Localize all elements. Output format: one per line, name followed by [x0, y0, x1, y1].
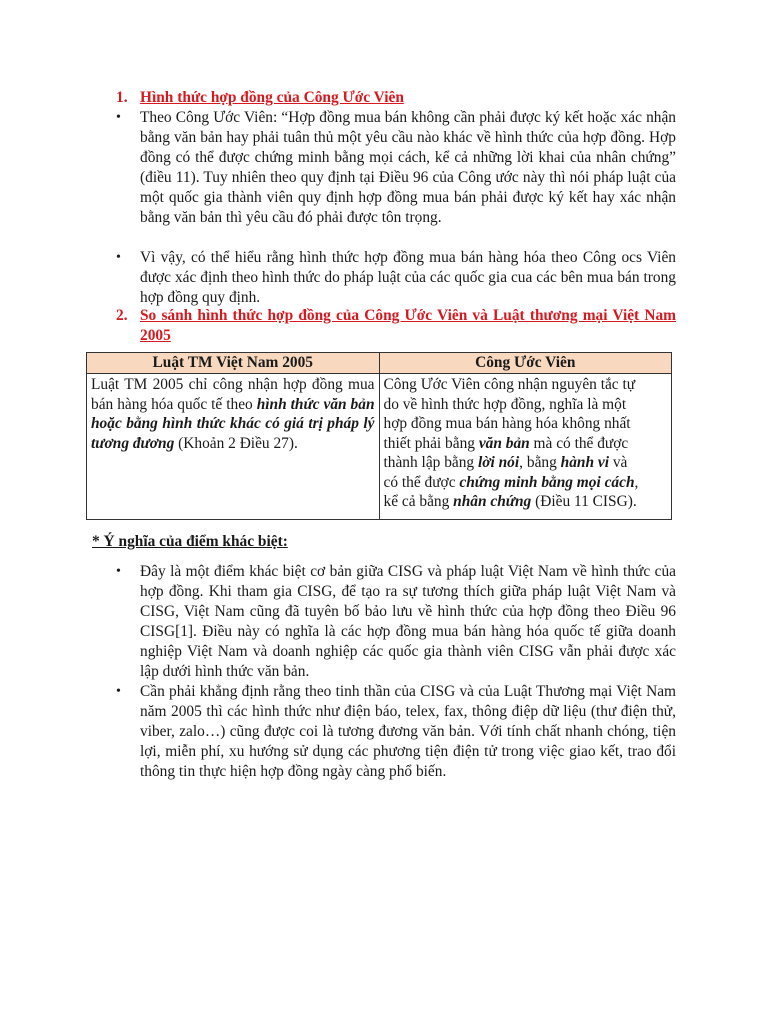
heading-2-text: So sánh hình thức hợp đồng của Công Ước Viên và Luật thương mại Việt Nam 2005 [140, 307, 676, 344]
bullet-text-1: Theo Công Ước Viên: “Hợp đồng mua bán không cần phải được ký kết hoặc xác nhận bằng văn bản hay phải tuân thủ một yêu cầu nào khác về hình thức của hợp đồng. Hợp đồng có thể được chứng minh bằng mọi cách, kể cả những lời khai của nhân chứng” (điều 11). Tuy nhiên theo quy định tại Điều 96 của Công ước này thì nói pháp luật của một quốc gia thành viên quy định hợp đồng mua bán phải được ký kết hay xác nhận bằng văn bản thì yêu cầu đó phải được tôn trọng. [140, 109, 676, 226]
table-cell-vn-law: Luật TM 2005 chỉ công nhận hợp đồng mua bán hàng hóa quốc tế theo hình thức văn bản hoặc bằng hình thức khác có giá trị pháp lý tương đương (Khoản 2 Điều 27). [87, 374, 380, 520]
bullet-icon: • [116, 250, 121, 265]
heading-1-number: 1. [116, 89, 128, 106]
bullet-icon: • [116, 564, 121, 579]
heading-2-number: 2. [116, 307, 128, 324]
heading-1-text: Hình thức hợp đồng của Công Ước Viên [140, 89, 404, 106]
bullet-text-3: Đây là một điểm khác biệt cơ bản giữa CISG và pháp luật Việt Nam về hình thức của hợp đồng. Khi tham gia CISG, để tạo ra sự tương thích giữa pháp luật Việt Nam và CISG, Việt Nam cũng đã tuyên bố bảo lưu về hình thức của hợp đồng theo Điều 96 CISG[1]. Điều này có nghĩa là các hợp đồng mua bán hàng hóa quốc tế giữa doanh nghiệp Việt Nam và doanh nghiệp các quốc gia thành viên CISG vẫn phải được xác lập dưới hình thức văn bản. [140, 563, 676, 680]
table-header-vn-law: Luật TM Việt Nam 2005 [87, 353, 380, 374]
table-row [87, 374, 672, 520]
table-cell-cisg: Công Ước Viên công nhận nguyên tắc tự do về hình thức hợp đồng, nghĩa là một hợp đồng mua bán hàng hóa không nhất thiết phải bằng văn bản mà có thể được thành lập bằng lời nói, bằng hành vi và có thể được chứng minh bằng mọi cách, kể cả bằng nhân chứng (Điều 11 CISG). [379, 374, 672, 520]
bullet-icon: • [116, 110, 121, 125]
bullet-text-2: Vì vậy, có thể hiểu rằng hình thức hợp đồng mua bán hàng hóa theo Công ocs Viên được xác định theo hình thức do pháp luật của các quốc gia cua các bên mua bán trong hợp đồng quy định. [140, 249, 676, 306]
table-header-cisg: Công Ước Viên [379, 353, 672, 374]
section-label: * Ý nghĩa của điểm khác biệt: [92, 533, 288, 550]
bullet-icon: • [116, 684, 121, 699]
bullet-text-4: Cần phải khẳng định rằng theo tinh thần của CISG và của Luật Thương mại Việt Nam năm 2005 thì các hình thức như điện báo, telex, fax, thông điệp dữ liệu (thư điện thử, viber, zalo…) cũng được coi là tương đương văn bản. Với tính chất nhanh chóng, tiện lợi, miễn phí, xu hướng sử dụng các phương tiện điện tử trong việc giao kết, trao đổi thông tin thực hiện hợp đồng ngày càng phổ biến. [140, 683, 676, 780]
comparison-table [86, 352, 672, 520]
table-header-row [87, 353, 672, 374]
